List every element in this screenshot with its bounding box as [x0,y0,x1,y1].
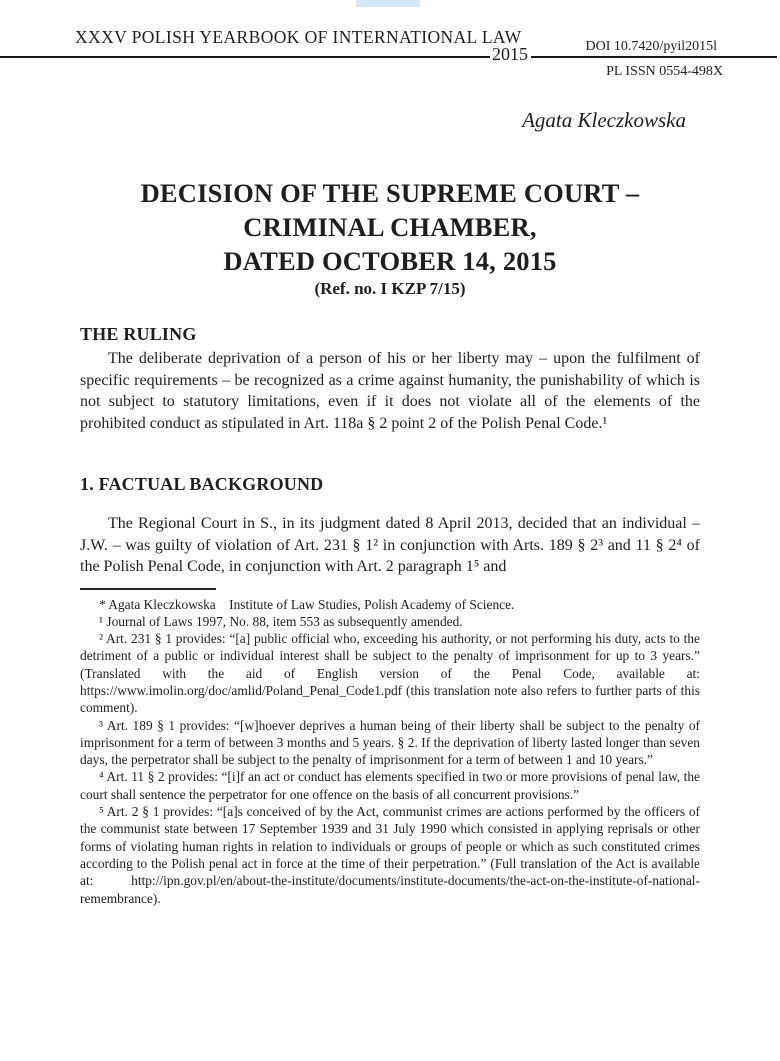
section-heading-ruling: THE RULING [80,324,197,344]
journal-title: XXXV POLISH YEARBOOK OF INTERNATIONAL LAW [75,27,522,47]
footnote-author-affiliation: * Agata Kleczkowska Institute of Law Studies, Polish Academy of Science. [99,596,515,612]
footnote-3: ³ Art. 189 § 1 provides: “[w]hoever deprives a human being of their liberty shall be subject to the penalty of imprisonment for a term of between 3 months and 5 years. § 2. If the deprivation of liberty lasted longer than seven days, the perpetrator shall be subject to the penalty of imprisonment for a term of between 1 and 10 years.” [80,717,700,768]
footnotes-block [80,596,700,907]
article-title [80,176,700,278]
footnote-separator [80,588,216,590]
footnote-5: ⁵ Art. 2 § 1 provides: “[a]s conceived of by the Act, communist crimes are actions performed by the officers of the communist state between 17 September 1939 and 31 July 1990 which consisted in applying reprisals or other forms of violating human rights in relation to individuals or groups of people or which as such constituted crimes according to the Polish penal act in force at the time of their perpetration.” (Full translation of the Act is available at: http://ipn.gov.pl/en/about-the-institute/documents/institute-documents/the-act-on-the-institute-of-national-remembrance). [80,804,700,906]
article-content [80,0,700,907]
issn-label: PL ISSN 0554-498X [606,64,723,79]
section-heading-factual-background: 1. FACTUAL BACKGROUND [80,474,324,494]
footnote-2: ² Art. 231 § 1 provides: “[a] public official who, exceeding his authority, or not performing his duty, acts to the detriment of a public or individual interest shall be subject to the penalty of imprisonment for up to 3 years.” (Translated with the aid of English version of the Penal Code, available at: https://www.imolin.org/doc/amlid/Poland_Penal_Code1.pdf (this translation note also refers to further parts of this comment). [80,631,700,716]
article-title-line: DECISION OF THE SUPREME COURT – [140,178,640,208]
doi-label: DOI 10.7420/pyil2015l [585,39,717,54]
volume-year: 2015 [492,44,528,64]
footnote-4: ⁴ Art. 11 § 2 provides: “[i]f an act or conduct has elements specified in two or more provisions of penal law, the court shall sentence the perpetrator for one offence on the basis of all concurrent provisions.” [80,769,700,802]
author-name: Agata Kleczkowska [522,108,686,132]
reference-number: (Ref. no. I KZP 7/15) [314,279,466,298]
footnote-1: ¹ Journal of Laws 1997, No. 88, item 553 as subsequently amended. [99,613,463,629]
article-title-line: DATED OCTOBER 14, 2015 [223,246,557,276]
ruling-paragraph: The deliberate deprivation of a person of his or her liberty may – upon the fulfilment of specific requirements – be recognized as a crime against humanity, the punishability of which is not subject to statutory limitations, even if it does not violate all of the elements of the prohibited conduct as stipulated in Art. 118a § 2 point 2 of the Polish Penal Code.¹ [80,350,700,432]
article-title-line: CRIMINAL CHAMBER, [243,212,537,242]
factual-background-paragraph: The Regional Court in S., in its judgment dated 8 April 2013, decided that an individual – J.W. – was guilty of violation of Art. 231 § 1² in conjunction with Arts. 189 § 2³ and 11 § 2⁴ of the Polish Penal Code, in conjunction with Art. 2 paragraph 1⁵ and [80,515,700,575]
